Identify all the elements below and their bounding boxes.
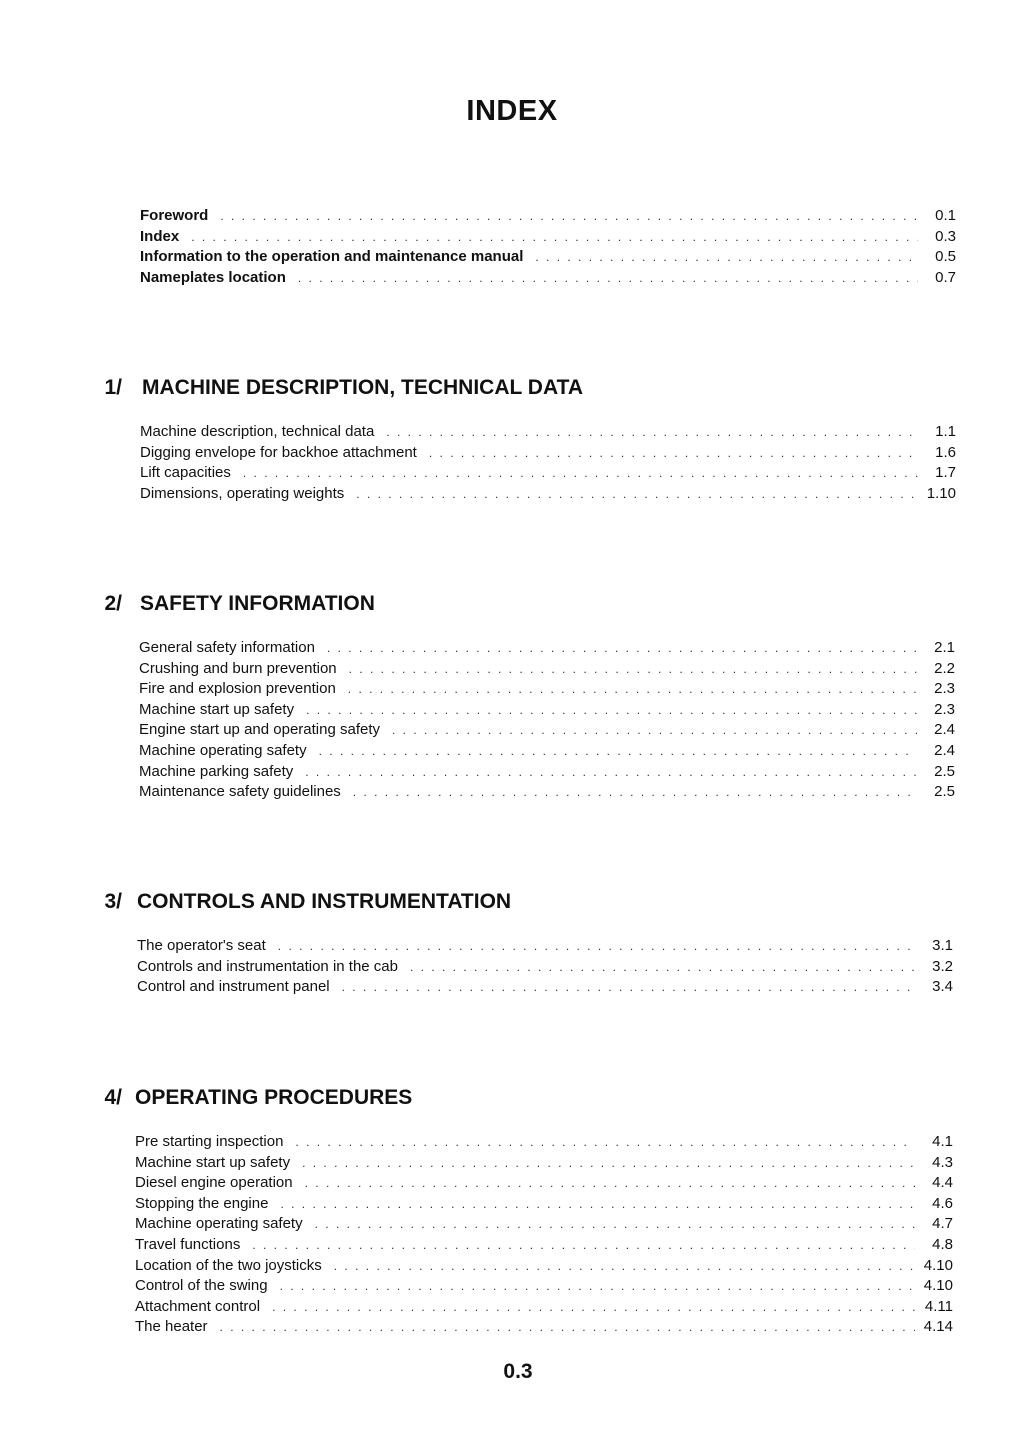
toc-entry-page: 2.4 <box>934 721 955 739</box>
toc-entry-label: Location of the two joysticks <box>135 1256 322 1274</box>
toc-entry-page: 2.5 <box>934 783 955 801</box>
toc-entry[interactable] <box>135 1297 953 1318</box>
toc-entry[interactable] <box>139 762 955 783</box>
dot-leader <box>342 977 915 998</box>
toc-entry-label: Dimensions, operating weights <box>140 484 345 502</box>
dot-leader <box>280 1276 915 1297</box>
toc-entry-page: 2.3 <box>934 680 955 698</box>
toc-entry-label: Machine start up safety <box>139 700 295 718</box>
toc-entry[interactable] <box>139 720 955 741</box>
dot-leader <box>306 700 917 721</box>
toc-entry-page: 4.11 <box>924 1297 953 1315</box>
toc-entry[interactable] <box>135 1173 953 1194</box>
toc-entry-page: 2.1 <box>934 639 955 656</box>
toc-entry[interactable] <box>137 977 953 998</box>
toc-entry-page: 0.3 <box>935 227 956 245</box>
toc-entry-page: 4.14 <box>923 1318 953 1336</box>
toc-entry[interactable] <box>135 1317 953 1338</box>
dot-leader <box>278 936 915 957</box>
toc-entry-page: 3.1 <box>932 937 953 954</box>
dot-leader <box>535 247 918 268</box>
toc-entry-page: 4.6 <box>932 1194 953 1212</box>
section-1-title: MACHINE DESCRIPTION, TECHNICAL DATA <box>142 376 583 399</box>
toc-entry[interactable] <box>139 679 955 700</box>
toc-entry-page: 0.7 <box>935 268 956 286</box>
dot-leader <box>315 1214 915 1235</box>
toc-entry-page: 1.10 <box>926 484 956 502</box>
toc-entry-page: 1.1 <box>935 423 956 440</box>
dot-leader <box>386 422 918 443</box>
section-2-title: SAFETY INFORMATION <box>140 592 375 615</box>
toc-entry[interactable] <box>139 659 955 680</box>
toc-entry-label: Machine start up safety <box>135 1153 291 1171</box>
toc-entry[interactable] <box>137 936 953 957</box>
toc-entry[interactable] <box>135 1132 953 1153</box>
toc-entry-label: Attachment control <box>135 1297 261 1315</box>
toc-entry-page: 4.1 <box>932 1133 953 1150</box>
dot-leader <box>252 1235 915 1256</box>
toc-entry-label: Digging envelope for backhoe attachment <box>140 443 417 461</box>
toc-entry-page: 4.7 <box>932 1215 953 1233</box>
toc-entry-page: 2.2 <box>934 659 955 677</box>
toc-entry-label: Foreword <box>140 207 209 224</box>
page-title: INDEX <box>466 95 558 127</box>
toc-entry[interactable] <box>135 1153 953 1174</box>
section-1-list <box>140 422 956 504</box>
dot-leader <box>295 1132 915 1153</box>
toc-entry-label: Machine operating safety <box>139 741 307 759</box>
dot-leader <box>305 762 917 783</box>
dot-leader <box>243 463 918 484</box>
toc-entry-page: 2.3 <box>934 700 955 718</box>
toc-entry-nameplates[interactable] <box>140 268 956 289</box>
section-4-title: OPERATING PROCEDURES <box>135 1086 413 1109</box>
toc-entry-page: 3.4 <box>932 978 953 996</box>
toc-entry[interactable] <box>135 1256 953 1277</box>
toc-entry-label: General safety information <box>139 639 315 656</box>
toc-entry[interactable] <box>135 1235 953 1256</box>
toc-entry-label: Information to the operation and maintenance manual <box>140 248 524 266</box>
toc-entry-page: 4.3 <box>932 1153 953 1171</box>
toc-entry[interactable] <box>139 782 955 803</box>
toc-entry-label: Controls and instrumentation in the cab <box>137 957 398 975</box>
dot-leader <box>298 268 918 289</box>
dot-leader <box>353 782 917 803</box>
dot-leader <box>220 1317 915 1338</box>
toc-entry[interactable] <box>139 741 955 762</box>
toc-entry-label: Crushing and burn prevention <box>139 659 337 677</box>
dot-leader <box>319 741 917 762</box>
toc-entry-label: Travel functions <box>135 1235 241 1253</box>
toc-entry-label: Index <box>140 227 180 245</box>
toc-entry[interactable] <box>140 422 956 443</box>
toc-entry[interactable] <box>135 1276 953 1297</box>
dot-leader <box>220 206 918 227</box>
page-number: 0.3 <box>503 1360 533 1383</box>
toc-entry-page: 0.5 <box>935 248 956 266</box>
toc-entry-label: Control of the swing <box>135 1277 268 1295</box>
toc-entry[interactable] <box>135 1194 953 1215</box>
dot-leader <box>327 638 917 659</box>
dot-leader <box>410 957 915 978</box>
dot-leader <box>302 1153 915 1174</box>
toc-entry[interactable] <box>135 1214 953 1235</box>
toc-entry-index[interactable] <box>140 227 956 248</box>
toc-entry-label: Lift capacities <box>140 464 231 482</box>
dot-leader <box>392 720 917 741</box>
dot-leader <box>305 1173 915 1194</box>
toc-entry-foreword[interactable] <box>140 206 956 227</box>
section-2-list <box>139 638 955 803</box>
toc-entry-page: 4.10 <box>923 1256 953 1274</box>
toc-entry-page: 1.6 <box>935 443 956 461</box>
toc-entry-page: 4.4 <box>932 1174 953 1192</box>
dot-leader <box>334 1256 915 1277</box>
toc-entry[interactable] <box>140 484 956 505</box>
toc-entry-label: Machine parking safety <box>139 762 294 780</box>
dot-leader <box>348 679 917 700</box>
toc-entry-page: 0.1 <box>935 207 956 224</box>
dot-leader <box>349 659 917 680</box>
toc-entry-label: The heater <box>135 1318 208 1336</box>
section-3-list <box>137 936 953 998</box>
toc-entry[interactable] <box>137 957 953 978</box>
toc-entry-page: 3.2 <box>932 957 953 975</box>
toc-entry-label: Control and instrument panel <box>137 978 330 996</box>
section-3-title: CONTROLS AND INSTRUMENTATION <box>137 890 512 913</box>
dot-leader <box>272 1297 915 1318</box>
toc-entry[interactable] <box>140 463 956 484</box>
toc-entry[interactable] <box>139 638 955 659</box>
section-2-number: 2/ <box>104 592 122 615</box>
toc-entry[interactable] <box>139 700 955 721</box>
toc-entry-page: 1.7 <box>935 464 956 482</box>
toc-entry-page: 4.8 <box>932 1235 953 1253</box>
toc-entry-label: Machine description, technical data <box>140 423 375 440</box>
toc-entry-label: Maintenance safety guidelines <box>139 783 341 801</box>
toc-entry-information[interactable] <box>140 247 956 268</box>
section-3-number: 3/ <box>104 890 122 913</box>
front-matter-list <box>140 206 956 288</box>
toc-entry-page: 2.5 <box>934 762 955 780</box>
section-1-number: 1/ <box>104 376 122 399</box>
dot-leader <box>191 227 918 248</box>
toc-entry-label: Stopping the engine <box>135 1194 269 1212</box>
toc-entry-label: Nameplates location <box>140 268 286 286</box>
dot-leader <box>280 1194 915 1215</box>
toc-entry-label: Pre starting inspection <box>135 1133 284 1150</box>
toc-entry-page: 2.4 <box>934 741 955 759</box>
toc-entry-label: Engine start up and operating safety <box>139 721 380 739</box>
toc-entry[interactable] <box>140 443 956 464</box>
toc-entry-page: 4.10 <box>923 1277 953 1295</box>
toc-entry-label: Diesel engine operation <box>135 1174 293 1192</box>
section-4-list <box>135 1132 953 1338</box>
section-4-number: 4/ <box>104 1086 122 1109</box>
toc-entry-label: The operator's seat <box>137 937 266 954</box>
dot-leader <box>356 484 918 505</box>
toc-entry-label: Fire and explosion prevention <box>139 680 336 698</box>
toc-entry-label: Machine operating safety <box>135 1215 303 1233</box>
dot-leader <box>429 443 918 464</box>
